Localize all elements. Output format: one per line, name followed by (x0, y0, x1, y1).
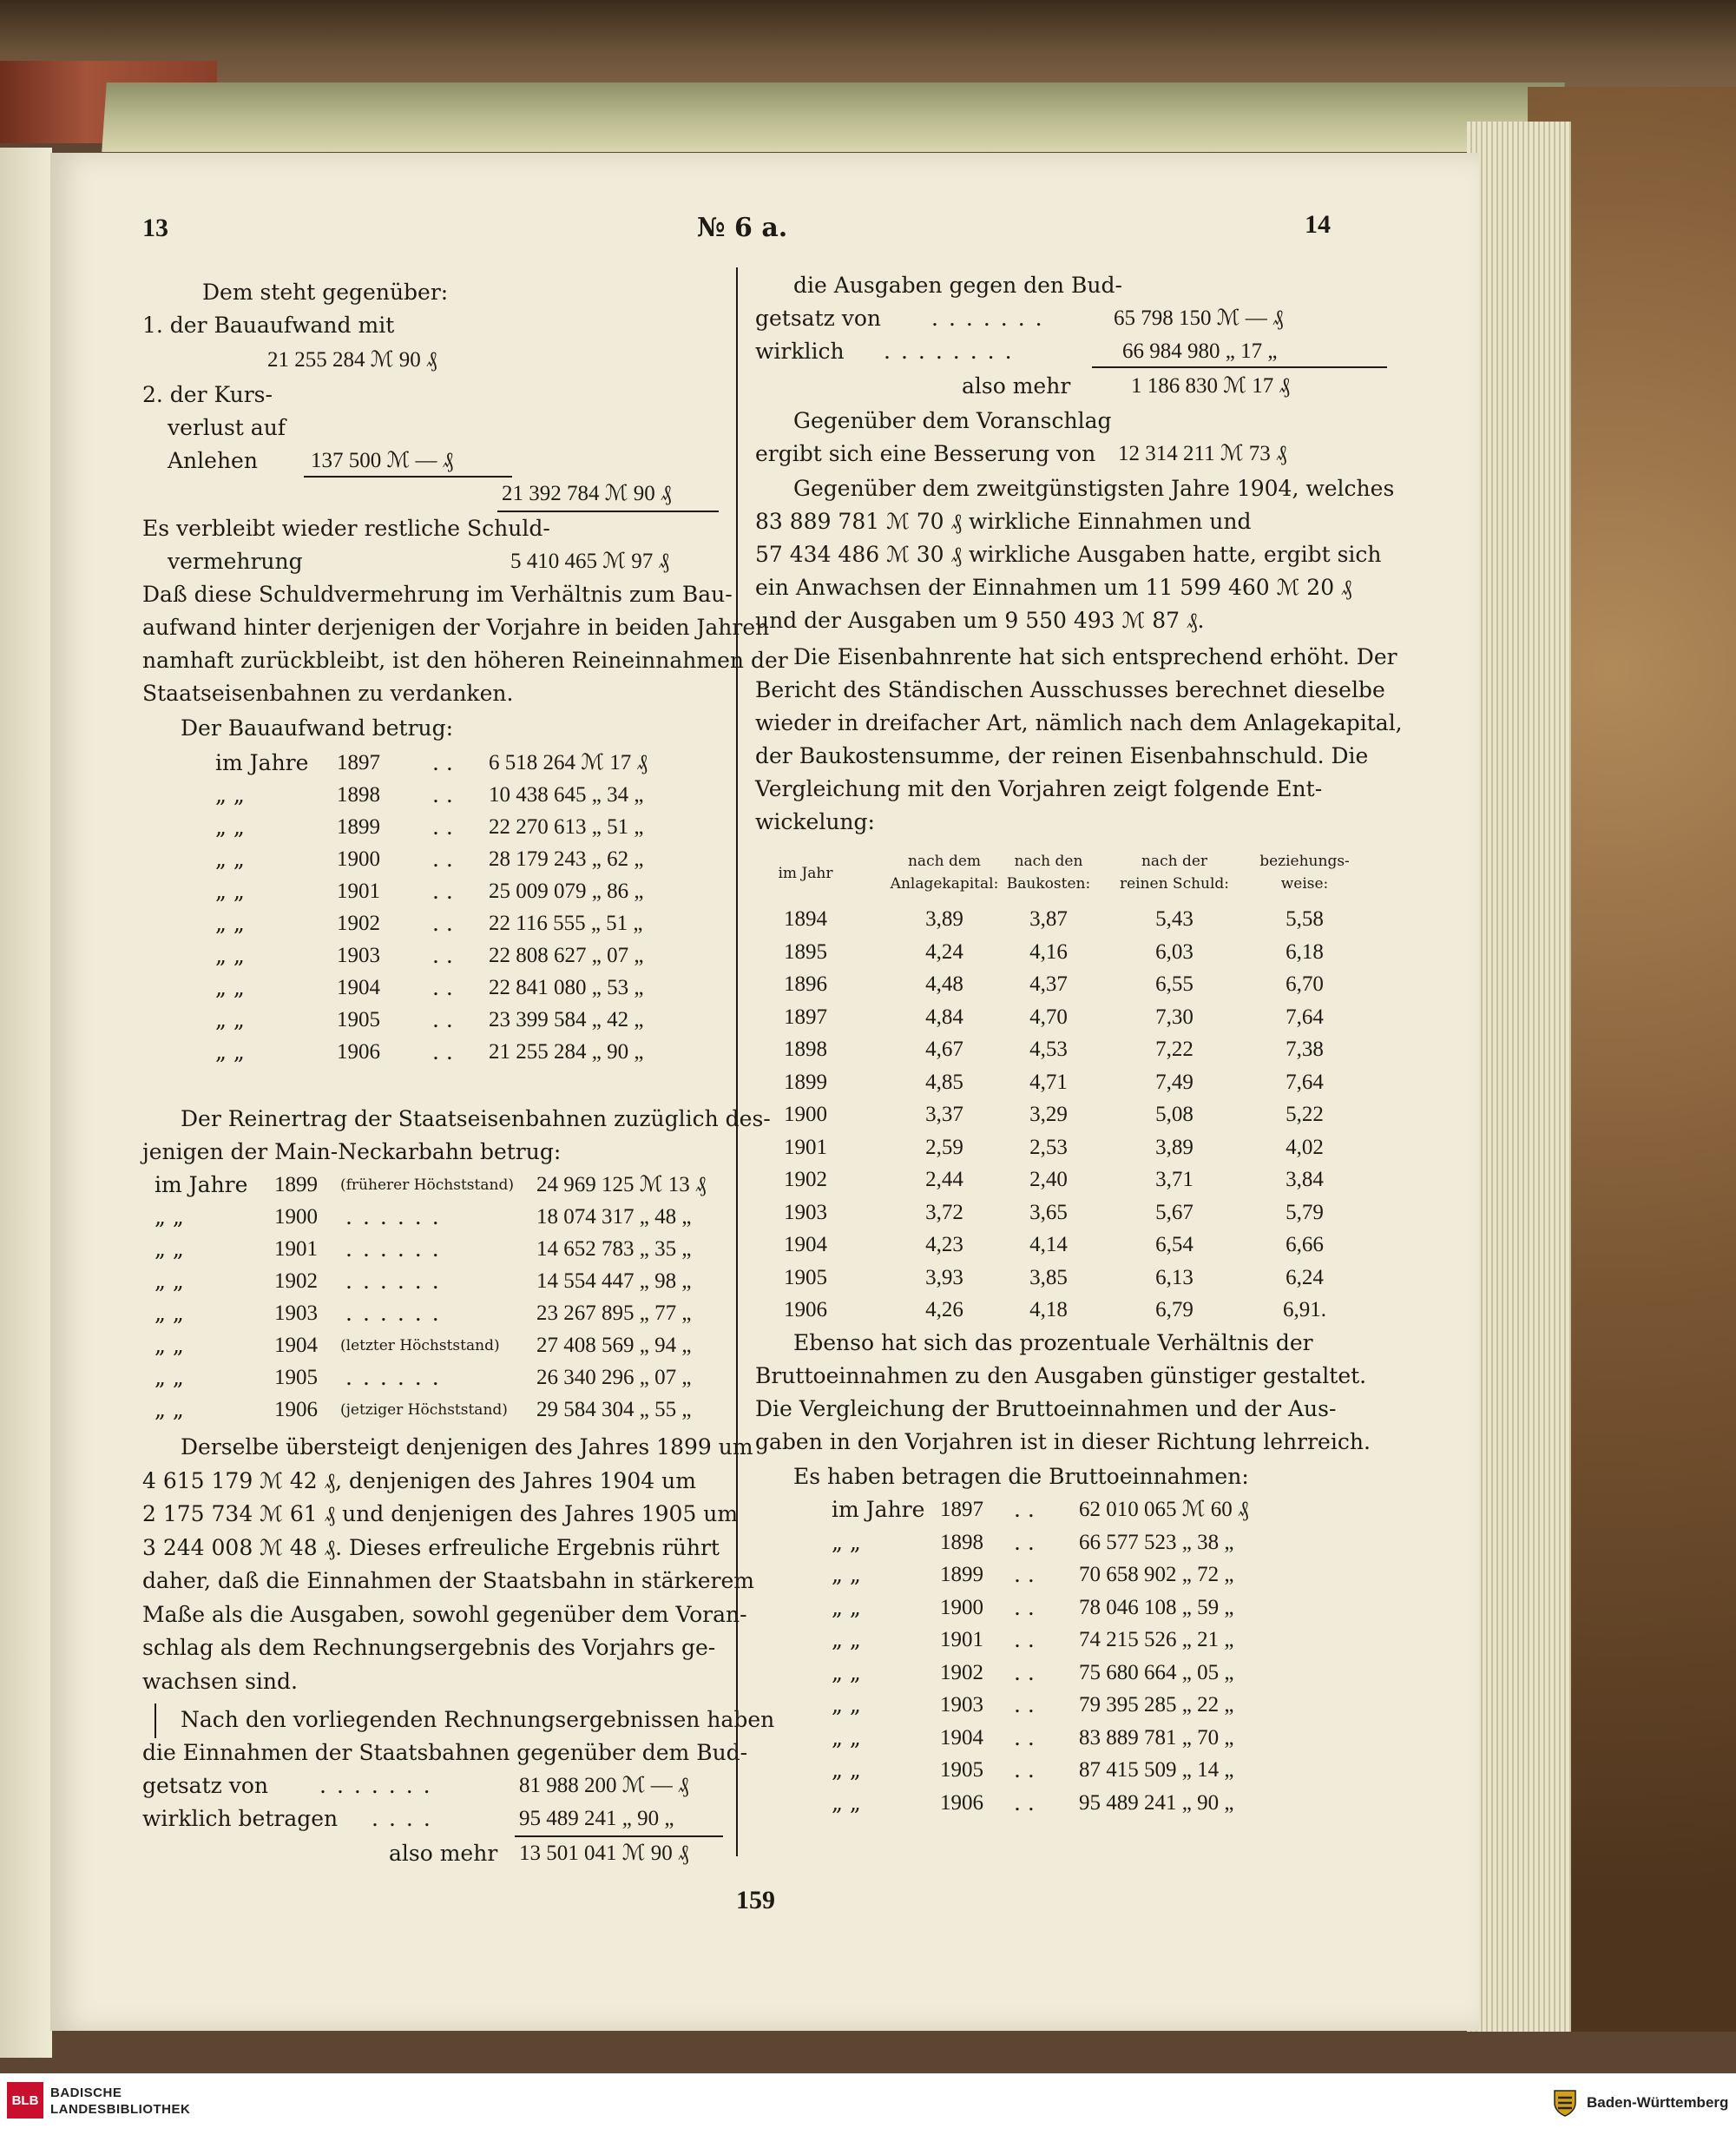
remaining-debt-amount: 5 410 465 ℳ 97 ₰ (510, 550, 669, 573)
row-year: 1902 (337, 912, 380, 935)
more-label: also mehr (389, 1841, 498, 1866)
table-year: 1904 (784, 1233, 827, 1256)
document-title: № 6 a. (697, 213, 788, 243)
sum-underline (497, 511, 719, 512)
row-amount: 22 808 627 „ 07 „ (489, 944, 644, 967)
paragraph-line: wieder in dreifacher Art, nämlich nach dem Anlagekapital, (755, 710, 1403, 735)
leader-dots: . . (432, 879, 453, 904)
row-year: 1903 (940, 1693, 983, 1717)
underline (1092, 366, 1387, 368)
row-amount: 14 554 447 „ 98 „ (536, 1269, 692, 1293)
table-cell: 3,89 (1155, 1135, 1194, 1159)
paragraph-line: 4 615 179 ℳ 42 ₰, denjenigen des Jahres 1904 um (142, 1467, 696, 1493)
row-amount: 27 408 569 „ 94 „ (536, 1334, 692, 1357)
budget-amount: 81 988 200 ℳ — ₰ (519, 1774, 689, 1797)
row-note: (jetziger Höchststand) (340, 1401, 508, 1419)
paragraph-line: 83 889 781 ℳ 70 ₰ wirkliche Einnahmen und (755, 509, 1252, 534)
row-year: 1899 (940, 1563, 983, 1586)
row-note: (früherer Höchststand) (340, 1176, 514, 1194)
table-cell: 6,54 (1155, 1233, 1194, 1256)
budget-label: getsatz von (142, 1773, 269, 1798)
paragraph-line: schlag als dem Rechnungsergebnis des Vorjahrs ge- (142, 1635, 716, 1660)
table-year: 1906 (784, 1298, 827, 1321)
table-cell: 4,67 (925, 1038, 963, 1061)
more-amount: 1 186 830 ℳ 17 ₰ (1131, 374, 1290, 398)
brutto-title: Es haben betragen die Bruttoeinnahmen: (793, 1464, 1249, 1489)
paragraph-line: wickelung: (755, 809, 875, 834)
leader-dots: . . (432, 1007, 453, 1032)
table-year: 1901 (784, 1135, 827, 1159)
table-cell: 2,53 (1029, 1135, 1068, 1159)
row-year: 1899 (337, 815, 380, 839)
row-prefix: „ „ (215, 1007, 245, 1032)
bauaufwand-amount: 21 255 284 ℳ 90 ₰ (267, 348, 437, 372)
row-amount: 62 010 065 ℳ 60 ₰ (1079, 1498, 1249, 1521)
row-note: (letzter Höchststand) (340, 1337, 500, 1354)
paragraph-line: gaben in den Vorjahren ist in dieser Richtung lehrreich. (755, 1429, 1371, 1454)
paragraph-line: Daß diese Schuldvermehrung im Verhältnis zum Bau- (142, 582, 733, 607)
row-year: 1904 (274, 1334, 318, 1357)
paragraph-line: Derselbe übersteigt denjenigen des Jahres 1899 um (181, 1434, 753, 1460)
leader-dots: ....... (931, 306, 1053, 331)
more-label: also mehr (962, 373, 1071, 399)
row-prefix: „ „ (155, 1268, 184, 1294)
reinertrag-title-b: jenigen der Main-Neckarbahn betrug: (142, 1139, 562, 1164)
leader-dots: . . (432, 847, 453, 872)
row-prefix: „ „ (155, 1365, 184, 1390)
row-amount: 18 074 317 „ 48 „ (536, 1205, 692, 1229)
row-prefix: „ „ (155, 1236, 184, 1262)
voranschlag-label-a: Gegenüber dem Voranschlag (793, 408, 1112, 433)
table-cell: 4,26 (925, 1298, 963, 1321)
table-header: reinen Schuld: (1119, 875, 1230, 893)
row-year: 1897 (940, 1498, 983, 1521)
row-prefix: im Jahre (832, 1497, 925, 1522)
table-header: weise: (1280, 875, 1329, 893)
table-cell: 5,58 (1286, 907, 1324, 931)
budget-amount: 65 798 150 ℳ — ₰ (1114, 306, 1284, 330)
paragraph-line: Maße als die Ausgaben, sowohl gegenüber dem Voran- (142, 1601, 747, 1627)
table-cell: 4,53 (1029, 1038, 1068, 1061)
leader-dots: ........ (884, 339, 1023, 364)
table-year: 1895 (784, 939, 827, 964)
paragraph-line: Die Vergleichung der Bruttoeinnahmen und der Aus- (755, 1396, 1337, 1421)
table-cell: 4,85 (925, 1070, 963, 1094)
row-prefix: „ „ (155, 1204, 184, 1229)
leader-dots: . . (432, 911, 453, 936)
row-prefix: „ „ (832, 1659, 861, 1685)
leader-dots: ...... (345, 1301, 450, 1326)
row-prefix: „ „ (215, 1039, 245, 1064)
kursverlust-label-a: 2. der Kurs- (142, 382, 273, 407)
voranschlag-amount: 12 314 211 ℳ 73 ₰ (1118, 442, 1287, 465)
actual-label: wirklich betragen (142, 1806, 339, 1831)
leader-dots: .... (372, 1806, 441, 1831)
table-cell: 4,48 (925, 972, 963, 996)
row-amount: 26 340 296 „ 07 „ (536, 1366, 692, 1389)
table-cell: 6,66 (1286, 1233, 1324, 1256)
row-amount: 10 438 645 „ 34 „ (489, 783, 644, 807)
row-amount: 70 658 902 „ 72 „ (1079, 1563, 1234, 1586)
leader-dots: ...... (345, 1204, 450, 1229)
baden-wuerttemberg-crest-icon (1550, 2087, 1580, 2117)
table-cell: 3,85 (1029, 1265, 1068, 1289)
row-year: 1902 (940, 1660, 983, 1684)
row-prefix: „ „ (215, 814, 245, 840)
leader-dots: . . (432, 1039, 453, 1064)
row-year: 1899 (274, 1173, 318, 1196)
table-cell: 7,30 (1155, 1005, 1194, 1029)
paragraph-line: Ebenso hat sich das prozentuale Verhältnis der (793, 1330, 1313, 1355)
leader-dots: . . (1014, 1724, 1035, 1750)
table-cell: 3,89 (925, 907, 963, 931)
margin-mark (155, 1703, 156, 1738)
leader-dots: ...... (345, 1365, 450, 1390)
row-year: 1906 (940, 1790, 983, 1815)
page-block-edge (102, 82, 1565, 152)
library-name-line2: LANDESBIBLIOTHEK (50, 2102, 191, 2117)
paragraph-line: 57 434 486 ℳ 30 ₰ wirkliche Ausgaben hatte, ergibt sich (755, 542, 1382, 567)
row-year: 1905 (940, 1758, 983, 1782)
row-year: 1898 (940, 1530, 983, 1554)
row-amount: 95 489 241 „ 90 „ (1079, 1790, 1234, 1815)
row-amount: 23 267 895 „ 77 „ (536, 1301, 692, 1325)
bauaufwand-label: 1. der Bauaufwand mit (142, 313, 395, 338)
row-year: 1900 (337, 847, 380, 871)
paragraph-line: 3 244 008 ℳ 48 ₰. Dieses erfreuliche Ergebnis rührt (142, 1534, 720, 1560)
table-cell: 4,24 (925, 939, 963, 964)
leader-dots: . . (1014, 1497, 1035, 1522)
row-prefix: „ „ (832, 1789, 861, 1815)
leader-dots: . . (1014, 1627, 1035, 1652)
row-year: 1901 (337, 880, 380, 903)
leader-dots: . . (1014, 1789, 1035, 1815)
row-amount: 29 584 304 „ 55 „ (536, 1398, 692, 1421)
leader-dots: . . (432, 814, 453, 840)
table-cell: 7,64 (1286, 1005, 1324, 1029)
kursverlust-amount: 137 500 ℳ — ₰ (311, 449, 454, 472)
row-amount: 24 969 125 ℳ 13 ₰ (536, 1173, 707, 1196)
table-cell: 4,16 (1029, 939, 1068, 964)
kursverlust-label-b: verlust auf (168, 415, 286, 440)
table-cell: 3,29 (1029, 1103, 1068, 1126)
table-year: 1897 (784, 1005, 827, 1029)
row-year: 1903 (274, 1301, 318, 1325)
row-amount: 25 009 079 „ 86 „ (489, 880, 644, 903)
row-year: 1905 (274, 1366, 318, 1389)
remaining-debt-label-a: Es verbleibt wieder restliche Schuld- (142, 516, 550, 541)
paragraph-line: aufwand hinter derjenigen der Vorjahre in beiden Jahren (142, 615, 770, 640)
table-cell: 3,65 (1029, 1200, 1068, 1224)
table-header: beziehungs- (1259, 853, 1350, 870)
paragraph-line: und der Ausgaben um 9 550 493 ℳ 87 ₰. (755, 608, 1205, 633)
paragraph-line: Gegenüber dem zweitgünstigsten Jahre 1904, welches (793, 476, 1395, 501)
row-year: 1906 (274, 1398, 318, 1421)
table-year: 1894 (784, 907, 827, 931)
table-year: 1899 (784, 1070, 827, 1094)
table-cell: 5,08 (1155, 1103, 1194, 1126)
actual-amount: 95 489 241 „ 90 „ (519, 1807, 674, 1830)
table-cell: 3,84 (1286, 1168, 1324, 1191)
paragraph-line: Bericht des Ständischen Ausschusses berechnet dieselbe (755, 677, 1385, 702)
bauaufwand-title: Der Bauaufwand betrug: (181, 715, 454, 741)
table-cell: 7,49 (1155, 1070, 1194, 1094)
row-amount: 23 399 584 „ 42 „ (489, 1008, 644, 1031)
table-cell: 4,14 (1029, 1233, 1068, 1256)
leader-dots: ...... (345, 1236, 450, 1262)
paragraph-line: namhaft zurückbleibt, ist den höheren Reineinnahmen der (142, 648, 788, 673)
row-prefix: „ „ (155, 1301, 184, 1326)
table-cell: 3,93 (925, 1265, 963, 1289)
row-amount: 22 841 080 „ 53 „ (489, 976, 644, 999)
table-cell: 4,37 (1029, 972, 1068, 996)
row-amount: 83 889 781 „ 70 „ (1079, 1725, 1234, 1750)
row-prefix: „ „ (832, 1627, 861, 1652)
kursverlust-label-c: Anlehen (168, 448, 258, 473)
table-year: 1898 (784, 1038, 827, 1061)
table-header: Anlagekapital: (890, 875, 999, 893)
row-prefix: „ „ (832, 1724, 861, 1750)
row-prefix: im Jahre (155, 1172, 248, 1197)
leader-dots: . . (1014, 1529, 1035, 1555)
paragraph-line: Staatseisenbahnen zu verdanken. (142, 681, 514, 706)
sum-amount: 21 392 784 ℳ 90 ₰ (502, 482, 672, 505)
leader-dots: . . (432, 943, 453, 968)
voranschlag-label-b: ergibt sich eine Besserung von (755, 441, 1096, 466)
table-cell: 3,72 (925, 1200, 963, 1224)
row-year: 1902 (274, 1269, 318, 1293)
row-prefix: „ „ (155, 1333, 184, 1358)
table-header: nach dem (907, 853, 982, 870)
row-prefix: „ „ (215, 879, 245, 904)
leader-dots: . . (1014, 1757, 1035, 1782)
row-amount: 75 680 664 „ 05 „ (1079, 1660, 1234, 1684)
table-cell: 7,64 (1286, 1070, 1324, 1094)
table-year: 1903 (784, 1200, 827, 1224)
table-cell: 4,02 (1286, 1135, 1324, 1159)
table-header: Baukosten: (1006, 875, 1091, 893)
leader-dots: . . (432, 750, 453, 775)
row-amount: 66 577 523 „ 38 „ (1079, 1530, 1234, 1554)
table-cell: 5,79 (1286, 1200, 1324, 1224)
row-amount: 22 116 555 „ 51 „ (489, 912, 643, 935)
previous-page-edge (0, 148, 52, 2058)
paragraph-line: ein Anwachsen der Einnahmen um 11 599 460 ℳ 20 ₰ (755, 575, 1352, 600)
table-cell: 5,43 (1155, 907, 1194, 931)
row-prefix: „ „ (215, 911, 245, 936)
actual-label: wirklich (755, 339, 845, 364)
table-header: nach der (1141, 853, 1208, 870)
row-year: 1900 (274, 1205, 318, 1229)
intro-line: Dem steht gegenüber: (202, 280, 449, 305)
table-year: 1900 (784, 1103, 827, 1126)
paragraph-line: 2 175 734 ℳ 61 ₰ und denjenigen des Jahres 1905 um (142, 1501, 739, 1526)
partner-name: Baden-Württemberg (1587, 2094, 1729, 2111)
budget-label: getsatz von (755, 306, 882, 331)
row-amount: 22 270 613 „ 51 „ (489, 815, 644, 839)
table-header: nach den (1014, 853, 1083, 870)
table-cell: 6,70 (1286, 972, 1324, 996)
table-cell: 4,23 (925, 1233, 963, 1256)
paragraph-line: Bruttoeinnahmen zu den Ausgaben günstiger gestaltet. (755, 1363, 1367, 1388)
row-amount: 28 179 243 „ 62 „ (489, 847, 644, 871)
row-year: 1906 (337, 1040, 380, 1064)
row-amount: 74 215 526 „ 21 „ (1079, 1628, 1234, 1651)
library-name-line1: BADISCHE (50, 2086, 122, 2100)
paragraph-line: wachsen sind. (142, 1668, 298, 1694)
table-cell: 5,67 (1155, 1200, 1194, 1224)
table-cell: 4,71 (1029, 1070, 1068, 1094)
leader-dots: . . (432, 975, 453, 1000)
table-cell: 6,13 (1155, 1265, 1194, 1289)
row-year: 1900 (940, 1595, 983, 1619)
paragraph-line: Nach den vorliegenden Rechnungsergebnissen haben (181, 1707, 775, 1732)
page-stack-edge (1467, 122, 1571, 2032)
row-year: 1897 (337, 751, 380, 774)
row-prefix: „ „ (155, 1397, 184, 1422)
underline (304, 476, 512, 478)
leader-dots: . . (1014, 1659, 1035, 1685)
leader-dots: . . (1014, 1594, 1035, 1620)
table-cell: 2,44 (925, 1168, 963, 1191)
row-amount: 78 046 108 „ 59 „ (1079, 1595, 1234, 1619)
row-year: 1898 (337, 783, 380, 807)
page-number-left: 13 (142, 214, 168, 242)
paragraph-line: daher, daß die Einnahmen der Staatsbahn in stärkerem (142, 1568, 754, 1593)
table-cell: 6,79 (1155, 1298, 1194, 1321)
leader-dots: ....... (319, 1773, 441, 1798)
row-prefix: „ „ (215, 943, 245, 968)
actual-amount: 66 984 980 „ 17 „ (1122, 339, 1278, 363)
row-prefix: „ „ (832, 1594, 861, 1620)
table-cell: 6,55 (1155, 972, 1194, 996)
table-cell: 7,38 (1286, 1038, 1324, 1061)
folio-number: 159 (736, 1886, 775, 1914)
paragraph-line: die Einnahmen der Staatsbahnen gegenüber dem Bud- (142, 1740, 748, 1765)
table-year: 1905 (784, 1265, 827, 1289)
paragraph-line: Vergleichung mit den Vorjahren zeigt folgende Ent- (755, 776, 1323, 801)
table-cell: 3,87 (1029, 907, 1068, 931)
row-prefix: „ „ (832, 1562, 861, 1587)
leader-dots: . . (1014, 1692, 1035, 1717)
row-year: 1905 (337, 1008, 380, 1031)
viewer-footer (0, 2073, 1736, 2135)
table-year: 1896 (784, 972, 827, 996)
row-amount: 79 395 285 „ 22 „ (1079, 1693, 1234, 1717)
table-cell: 3,71 (1155, 1168, 1194, 1191)
scanned-page (50, 153, 1479, 2031)
table-cell: 4,18 (1029, 1298, 1068, 1321)
table-cell: 4,84 (925, 1005, 963, 1029)
reinertrag-title-a: Der Reinertrag der Staatseisenbahnen zuzüglich des- (181, 1106, 771, 1131)
paragraph-line: die Ausgaben gegen den Bud- (793, 273, 1122, 298)
more-amount: 13 501 041 ℳ 90 ₰ (519, 1842, 689, 1865)
row-prefix: „ „ (832, 1692, 861, 1717)
underline (515, 1835, 723, 1837)
remaining-debt-label-b: vermehrung (168, 549, 303, 574)
row-amount: 21 255 284 „ 90 „ (489, 1040, 644, 1064)
row-prefix: „ „ (832, 1757, 861, 1782)
table-cell: 6,91. (1283, 1298, 1326, 1321)
row-year: 1904 (337, 976, 380, 999)
row-year: 1904 (940, 1725, 983, 1750)
page-number-right: 14 (1305, 210, 1331, 239)
table-cell: 6,18 (1286, 939, 1324, 964)
blb-logo[interactable]: BLB (7, 2082, 43, 2119)
table-cell: 4,70 (1029, 1005, 1068, 1029)
paragraph-line: Die Eisenbahnrente hat sich entsprechend erhöht. Der (793, 644, 1397, 669)
leader-dots: ...... (345, 1268, 450, 1294)
leader-dots: . . (1014, 1562, 1035, 1587)
table-cell: 2,40 (1029, 1168, 1068, 1191)
row-amount: 14 652 783 „ 35 „ (536, 1237, 692, 1261)
table-header: im Jahr (778, 865, 833, 882)
table-cell: 5,22 (1286, 1103, 1324, 1126)
row-amount: 87 415 509 „ 14 „ (1079, 1758, 1234, 1782)
row-prefix: „ „ (215, 975, 245, 1000)
leader-dots: . . (432, 782, 453, 807)
row-amount: 6 518 264 ℳ 17 ₰ (489, 751, 648, 774)
paragraph-line: der Baukostensumme, der reinen Eisenbahnschuld. Die (755, 743, 1369, 768)
table-cell: 3,37 (925, 1103, 963, 1126)
row-year: 1901 (940, 1628, 983, 1651)
book-top-edge (0, 0, 1736, 87)
table-cell: 2,59 (925, 1135, 963, 1159)
table-cell: 6,03 (1155, 939, 1194, 964)
row-prefix: „ „ (832, 1529, 861, 1555)
row-prefix: im Jahre (215, 750, 309, 775)
row-prefix: „ „ (215, 782, 245, 807)
row-year: 1903 (337, 944, 380, 967)
row-year: 1901 (274, 1237, 318, 1261)
table-cell: 7,22 (1155, 1038, 1194, 1061)
table-year: 1902 (784, 1168, 827, 1191)
row-prefix: „ „ (215, 847, 245, 872)
table-cell: 6,24 (1286, 1265, 1324, 1289)
